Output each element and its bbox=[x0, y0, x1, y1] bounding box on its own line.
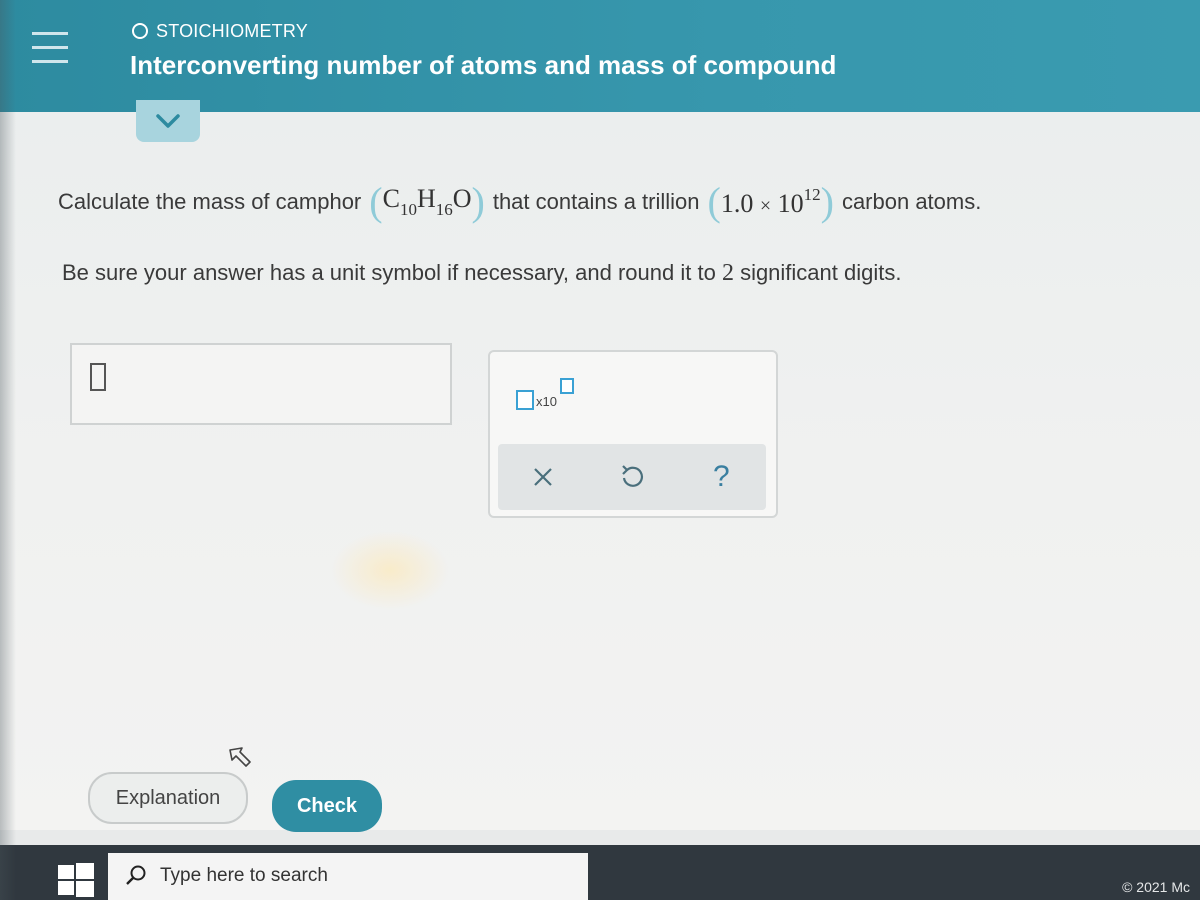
copyright: © 2021 Mc bbox=[1122, 879, 1190, 895]
question-suffix: carbon atoms. bbox=[841, 189, 982, 214]
close-paren-2: ) bbox=[820, 179, 834, 224]
page-title: Interconverting number of atoms and mass of compound bbox=[130, 50, 837, 80]
taskbar bbox=[0, 845, 1200, 900]
check-button[interactable]: Check bbox=[272, 780, 382, 832]
times-sign: × bbox=[759, 195, 772, 217]
camphor-formula bbox=[383, 184, 472, 220]
formula-carbon-sub: 10 bbox=[399, 200, 417, 219]
base: 10 bbox=[777, 189, 804, 218]
formula-carbon: C bbox=[382, 184, 400, 213]
scientific-notation-button[interactable] bbox=[516, 376, 584, 416]
mouse-pointer-icon bbox=[226, 744, 256, 774]
screen-glare bbox=[330, 530, 450, 610]
chevron-down-icon bbox=[155, 113, 181, 129]
keypad-actions bbox=[498, 444, 766, 510]
menu-icon[interactable] bbox=[32, 28, 68, 92]
x10-label: x10 bbox=[536, 394, 557, 409]
undo-button[interactable] bbox=[604, 451, 660, 503]
formula-hydrogen: H bbox=[416, 184, 436, 213]
mantissa-box-icon bbox=[516, 390, 534, 410]
explanation-button[interactable]: Explanation bbox=[88, 772, 248, 824]
instructions bbox=[62, 260, 1162, 287]
open-paren: ( bbox=[369, 179, 383, 224]
topic-row bbox=[132, 20, 308, 42]
close-paren: ) bbox=[471, 179, 485, 224]
windows-start-icon[interactable] bbox=[56, 863, 96, 899]
screen-edge-shadow bbox=[0, 0, 16, 900]
topic-label: STOICHIOMETRY bbox=[156, 20, 308, 41]
answer-input[interactable] bbox=[70, 343, 452, 425]
keypad-panel bbox=[488, 350, 778, 518]
open-paren-2: ( bbox=[707, 179, 721, 224]
exponent-box-icon bbox=[560, 378, 574, 394]
question-text bbox=[58, 179, 1178, 224]
instructions-part2: significant digits. bbox=[740, 260, 902, 285]
exponent: 12 bbox=[803, 185, 821, 204]
progress-circle-icon bbox=[132, 23, 148, 39]
input-cursor-slot bbox=[90, 363, 106, 391]
help-button[interactable] bbox=[693, 451, 749, 503]
header-bar bbox=[0, 0, 1200, 112]
formula-hydrogen-sub: 16 bbox=[435, 200, 453, 219]
collapse-toggle[interactable] bbox=[136, 100, 200, 142]
question-middle: that contains a trillion bbox=[492, 189, 700, 214]
question-prefix: Calculate the mass of camphor bbox=[58, 189, 362, 214]
search-placeholder: Type here to search bbox=[160, 865, 328, 886]
undo-icon bbox=[620, 464, 644, 490]
sig-digits: 2 bbox=[721, 260, 734, 286]
formula-oxygen: O bbox=[452, 184, 472, 213]
help-icon: ? bbox=[712, 460, 730, 493]
instructions-part1: Be sure your answer has a unit symbol if necessary, and round it to bbox=[62, 260, 716, 285]
close-icon bbox=[532, 466, 554, 488]
trillion-expression bbox=[721, 185, 821, 219]
search-icon bbox=[124, 864, 148, 888]
coefficient: 1.0 bbox=[720, 189, 754, 218]
clear-button[interactable] bbox=[515, 451, 571, 503]
taskbar-search[interactable] bbox=[108, 853, 588, 900]
